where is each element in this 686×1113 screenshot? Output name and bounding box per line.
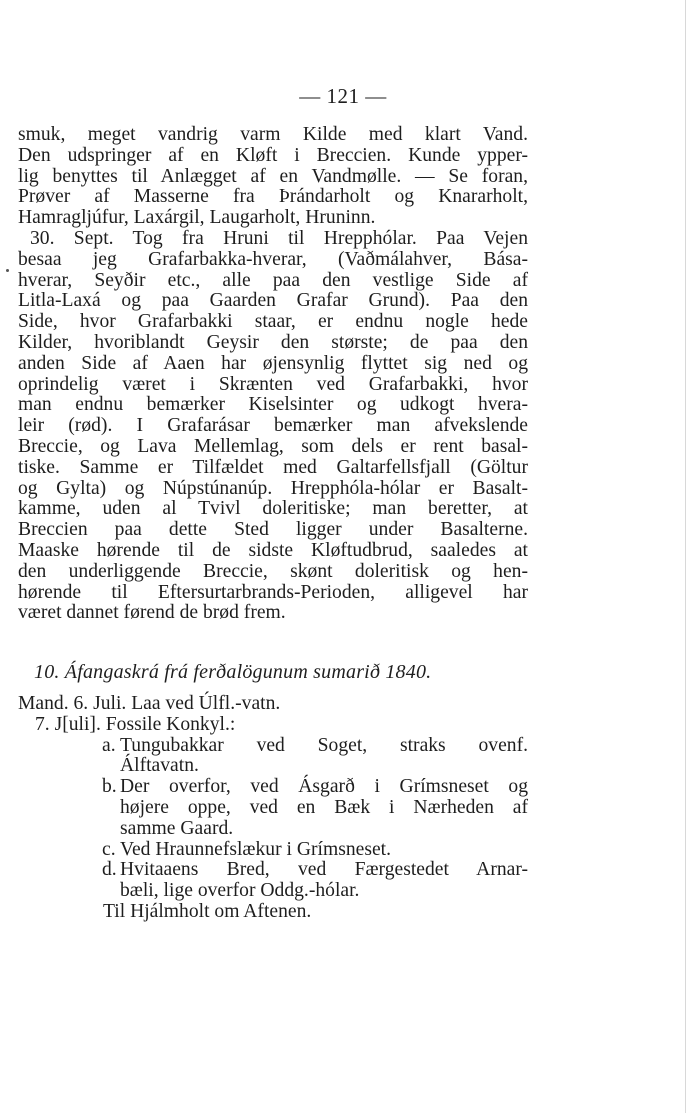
text-line: anden Side af Aaen har øjensynlig flyttet sig ned og	[18, 352, 528, 374]
subentry-label: c.	[102, 838, 116, 860]
text-line: hverar, Seyðir etc., alle paa den vestlige Side af	[18, 269, 528, 291]
text-line: Side, hvor Grafarbakki staar, er endnu nogle hede	[18, 311, 528, 333]
text-line: man endnu bemærker Kiselsinter og udkogt hvera-	[18, 394, 528, 416]
entry-text: Til Hjálmholt om Aftenen.	[103, 900, 312, 922]
text-line: tiske. Samme er Tilfældet med Galtarfellsfjall (Göltur	[18, 456, 528, 478]
text-line: oprindelig været i Skrænten ved Grafarbakki, hvor	[18, 373, 528, 395]
subentry-text: Ved Hraunnefslækur i Grímsneset.	[120, 838, 391, 860]
itinerary-subentry-cont	[18, 756, 528, 777]
itinerary-list	[18, 694, 528, 923]
text-line: den underliggende Breccie, skønt doleritisk og hen-	[18, 560, 528, 582]
itinerary-subentry-cont	[18, 881, 528, 902]
text-line: leir (rød). I Grafarásar bemærker man afvekslende	[18, 415, 528, 437]
text-line: Maaske hørende til de sidste Kløftudbrud, saaledes at	[18, 539, 528, 561]
itinerary-entry	[18, 715, 528, 736]
section-heading: 10. Áfangaskrá frá ferðalögunum sumarið 1840.	[34, 661, 432, 683]
subentry-text: Hvitaaens Bred, ved Færgestedet Arnar-	[120, 859, 528, 881]
text-line: kamme, uden al Tvivl doleritiske; man beretter, at	[18, 498, 528, 520]
itinerary-subentry	[18, 860, 528, 881]
subentry-text: Álftavatn.	[120, 755, 199, 777]
text-line: Kilder, hvoriblandt Geysir den største; de paa den	[18, 331, 528, 353]
text-line: Breccien paa dette Sted ligger under Basalterne.	[18, 519, 528, 541]
itinerary-subentry-cont	[18, 819, 528, 840]
page-number: — 121 —	[299, 84, 387, 108]
itinerary-subentry-cont	[18, 798, 528, 819]
margin-mark	[6, 269, 9, 272]
text-line: Prøver af Masserne fra Þrándarholt og Knararholt,	[18, 186, 528, 208]
text-line: Hamragljúfur, Laxárgil, Laugarholt, Hruninn.	[18, 207, 376, 229]
subentry-text: samme Gaard.	[120, 817, 234, 839]
text-line: været dannet førend de brød frem.	[18, 602, 286, 624]
entry-text: 7. J[uli]. Fossile Konkyl.:	[35, 713, 236, 735]
main-paragraph	[18, 125, 528, 624]
entry-text: Mand. 6. Juli. Laa ved Úlfl.-vatn.	[18, 693, 281, 714]
subentry-text: højere oppe, ved en Bæk i Nærheden af	[120, 796, 528, 818]
text-line: lig benyttes til Anlægget af en Vandmølle. — Se foran,	[18, 165, 528, 187]
itinerary-subentry	[18, 840, 528, 861]
itinerary-subentry	[18, 736, 528, 757]
itinerary-entry	[18, 902, 528, 923]
text-line: besaa jeg Grafarbakka-hverar, (Vaðmálahver, Bása-	[18, 248, 528, 270]
itinerary-subentry	[18, 777, 528, 798]
text-line: Litla-Laxá og paa Gaarden Grafar Grund). Paa den	[18, 290, 528, 312]
subentry-text: bæli, lige overfor Oddg.-hólar.	[120, 880, 360, 902]
subentry-label: b.	[102, 776, 117, 798]
text-line: og Gylta) og Núpstúnanúp. Hrepphóla-hólar er Basalt-	[18, 477, 528, 499]
subentry-label: a.	[102, 734, 116, 756]
itinerary-entry	[18, 694, 528, 715]
text-line: 30. Sept. Tog fra Hruni til Hrepphólar. Paa Vejen	[30, 227, 528, 249]
subentry-label: d.	[102, 859, 117, 881]
text-line: Den udspringer af en Kløft i Breccien. Kunde ypper-	[18, 144, 528, 166]
subentry-text: Der overfor, ved Ásgarð i Grímsneset og	[120, 776, 528, 798]
text-line: smuk, meget vandrig varm Kilde med klart Vand.	[18, 124, 528, 145]
text-line: hørende til Eftersurtarbrands-Perioden, alligevel har	[18, 581, 528, 603]
text-line: Breccie, og Lava Mellemlag, som dels er rent basal-	[18, 435, 528, 457]
subentry-text: Tungubakkar ved Soget, straks ovenf.	[120, 734, 528, 756]
